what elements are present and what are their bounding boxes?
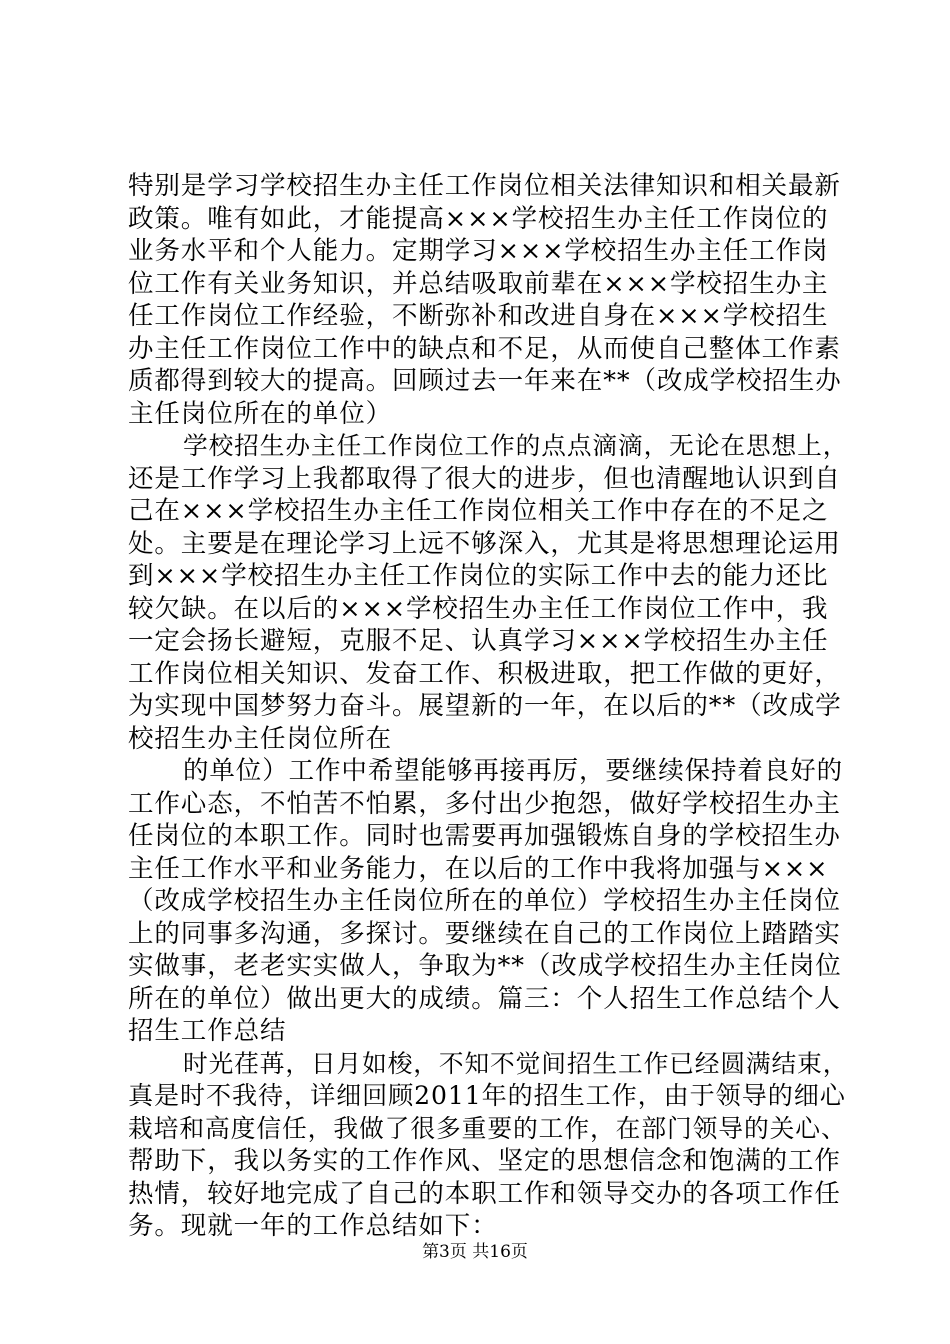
text-line: 真是时不我待，详细回顾2011年的招生工作，由于领导的细心 [128, 1081, 846, 1110]
text-line: 实做事，老老实实做人，争取为**（改成学校招生办主任岗位 [128, 951, 842, 981]
text-line: 到×××学校招生办主任工作岗位的实际工作中去的能力还比 [128, 561, 829, 591]
page-number-footer: 第3页 共16页 [422, 1242, 528, 1262]
text-line: 栽培和高度信任，我做了很多重要的工作，在部门领导的关心、 [128, 1113, 847, 1143]
text-line: 位工作有关业务知识，并总结吸取前辈在×××学校招生办主 [128, 268, 829, 299]
text-line: 的单位）工作中希望能够再接再厉，要继续保持着良好的 [183, 756, 844, 786]
text-line: 较欠缺。在以后的×××学校招生办主任工作岗位工作中，我 [128, 593, 829, 624]
text-line: 质都得到较大的提高。回顾过去一年来在**（改成学校招生办 [128, 366, 842, 396]
text-line: 时光荏苒，日月如梭，不知不觉间招生工作已经圆满结束， [183, 1048, 849, 1078]
text-line: 所在的单位）做出更大的成绩。篇三：个人招生工作总结个人 [128, 983, 841, 1014]
text-line: 学校招生办主任工作岗位工作的点点滴滴，无论在思想上， [183, 431, 849, 460]
text-line: 政策。唯有如此，才能提高×××学校招生办主任工作岗位的 [128, 203, 829, 234]
text-line: 特别是学习学校招生办主任工作岗位相关法律知识和相关最新 [128, 171, 841, 201]
text-line: 热情，较好地完成了自己的本职工作和领导交办的各项工作任 [128, 1178, 841, 1209]
text-line: 工作心态，不怕苦不怕累，多付出少抱怨，做好学校招生办主 [128, 788, 841, 819]
text-line: （改成学校招生办主任岗位所在的单位）学校招生办主任岗位 [128, 886, 841, 916]
text-line: 工作岗位相关知识、发奋工作、积极进取，把工作做的更好， [128, 658, 841, 689]
text-line: 校招生办主任岗位所在 [128, 723, 393, 754]
text-line: 为实现中国梦努力奋斗。展望新的一年，在以后的**（改成学 [128, 691, 842, 721]
text-line: 任岗位的本职工作。同时也需要再加强锻炼自身的学校招生办 [128, 821, 841, 851]
text-line: 一定会扬长避短，克服不足、认真学习×××学校招生办主任 [128, 626, 829, 656]
text-line: 处。主要是在理论学习上远不够深入，尤其是将思想理论运用 [128, 528, 841, 559]
text-line: 业务水平和个人能力。定期学习×××学校招生办主任工作岗 [128, 236, 829, 266]
text-line: 帮助下，我以务实的工作作风、坚定的思想信念和饱满的工作 [128, 1146, 841, 1176]
text-line: 务。现就一年的工作总结如下： [128, 1211, 498, 1241]
text-line: 己在×××学校招生办主任工作岗位相关工作中存在的不足之 [128, 496, 829, 526]
text-line: 主任工作水平和业务能力，在以后的工作中我将加强与××× [128, 853, 829, 884]
text-line: 主任岗位所在的单位） [128, 398, 393, 429]
text-line: 还是工作学习上我都取得了很大的进步，但也清醒地认识到自 [128, 463, 841, 494]
document-body [128, 170, 849, 1243]
text-line: 上的同事多沟通，多探讨。要继续在自己的工作岗位上踏踏实 [128, 918, 841, 949]
text-line: 招生工作总结 [128, 1016, 287, 1046]
text-line: 办主任工作岗位工作中的缺点和不足，从而使自己整体工作素 [128, 333, 841, 364]
text-line: 任工作岗位工作经验，不断弥补和改进自身在×××学校招生 [128, 301, 829, 331]
